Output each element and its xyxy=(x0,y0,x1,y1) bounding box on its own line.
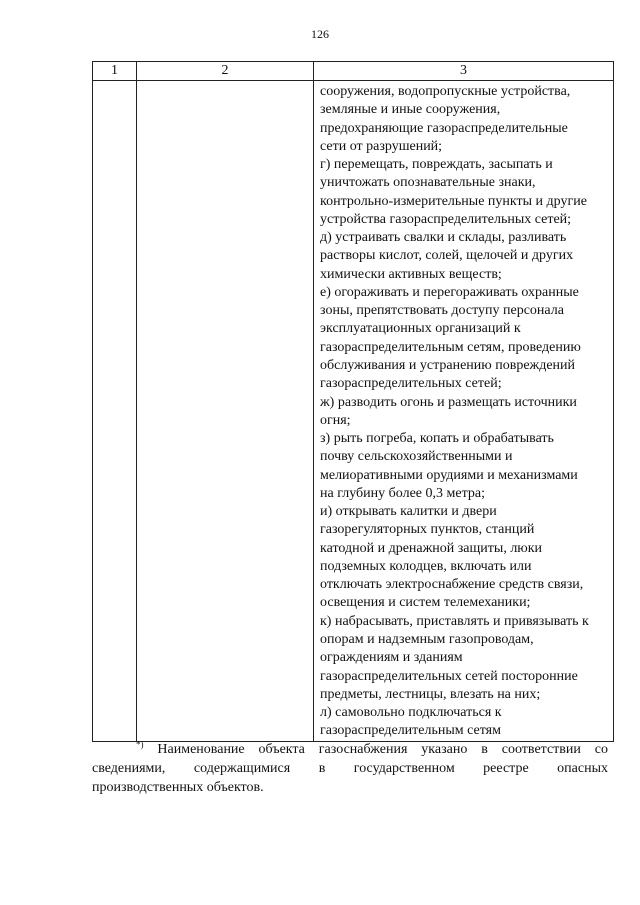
text-line: газораспределительным сетям xyxy=(320,723,501,739)
text-line: мелиоративными орудиями и механизмами xyxy=(320,467,578,483)
footnote-line: сведениями, содержащимися в государственном реестре опасных xyxy=(92,761,608,776)
text-line: сети от разрушений; xyxy=(320,138,443,154)
table-cell-col2 xyxy=(137,81,314,742)
footnote xyxy=(92,740,608,797)
footnote-text: Наименование объекта газоснабжения указано в соответствии со xyxy=(157,742,608,757)
document-table xyxy=(92,61,614,742)
text-line: предметы, лестницы, влезать на них; xyxy=(320,686,541,702)
text-line: почву сельскохозяйственными и xyxy=(320,449,513,465)
text-line: сооружения, водопропускные устройства, xyxy=(320,84,571,99)
text-line: огня; xyxy=(320,412,351,428)
text-line: химически активных веществ; xyxy=(320,266,502,282)
text-line: обслуживания и устранению повреждений xyxy=(320,357,576,373)
text-line: газораспределительных сетей посторонние xyxy=(320,668,578,684)
column-header-2: 2 xyxy=(137,62,314,81)
text-line: освещения и систем телемеханики; xyxy=(320,595,531,611)
text-line: ограждениям и зданиям xyxy=(320,650,463,666)
table-header-row xyxy=(93,62,614,81)
page-number: 126 xyxy=(311,27,329,41)
text-line: устройства газораспределительных сетей; xyxy=(320,211,572,227)
text-line: земляные и иные сооружения, xyxy=(320,102,501,118)
text-line: е) огораживать и перегораживать охранные xyxy=(320,284,579,300)
column-header-1: 1 xyxy=(93,62,137,81)
text-line: к) набрасывать, приставлять и привязывать к xyxy=(320,613,589,629)
text-line: и) открывать калитки и двери xyxy=(320,504,497,520)
table-cell-col1 xyxy=(93,81,137,742)
text-line: отключать электроснабжение средств связи, xyxy=(320,577,584,593)
text-line: на глубину более 0,3 метра; xyxy=(320,485,485,501)
text-line: газораспределительных сетей; xyxy=(320,376,502,392)
text-line: предохраняющие газораспределительные xyxy=(320,120,568,136)
table-cell-col3 xyxy=(314,81,614,742)
restrictions-text xyxy=(320,83,611,741)
text-line: газорегуляторных пунктов, станций xyxy=(320,522,535,538)
text-line: зоны, препятствовать доступу персонала xyxy=(320,303,564,319)
text-line: д) устраивать свалки и склады, разливать xyxy=(320,230,567,246)
text-line: подземных колодцев, включать или xyxy=(320,558,532,574)
text-line: л) самовольно подключаться к xyxy=(320,705,502,721)
footnote-line: производственных объектов. xyxy=(92,780,264,795)
text-line: эксплуатационных организаций к xyxy=(320,321,521,337)
footnote-line xyxy=(92,740,608,759)
text-line: уничтожать опознавательные знаки, xyxy=(320,175,536,191)
text-line: опорам и надземным газопроводам, xyxy=(320,631,534,647)
table-row xyxy=(93,81,614,742)
text-line: катодной и дренажной защиты, люки xyxy=(320,540,543,556)
text-line: контрольно-измерительные пункты и другие xyxy=(320,193,587,209)
column-header-3: 3 xyxy=(314,62,614,81)
text-line: растворы кислот, солей, щелочей и других xyxy=(320,248,574,264)
text-line: ж) разводить огонь и размещать источники xyxy=(320,394,577,410)
text-line: г) перемещать, повреждать, засыпать и xyxy=(320,157,553,173)
text-line: газораспределительным сетям, проведению xyxy=(320,339,581,355)
footnote-mark: *) xyxy=(136,739,144,750)
text-line: з) рыть погреба, копать и обрабатывать xyxy=(320,431,554,447)
